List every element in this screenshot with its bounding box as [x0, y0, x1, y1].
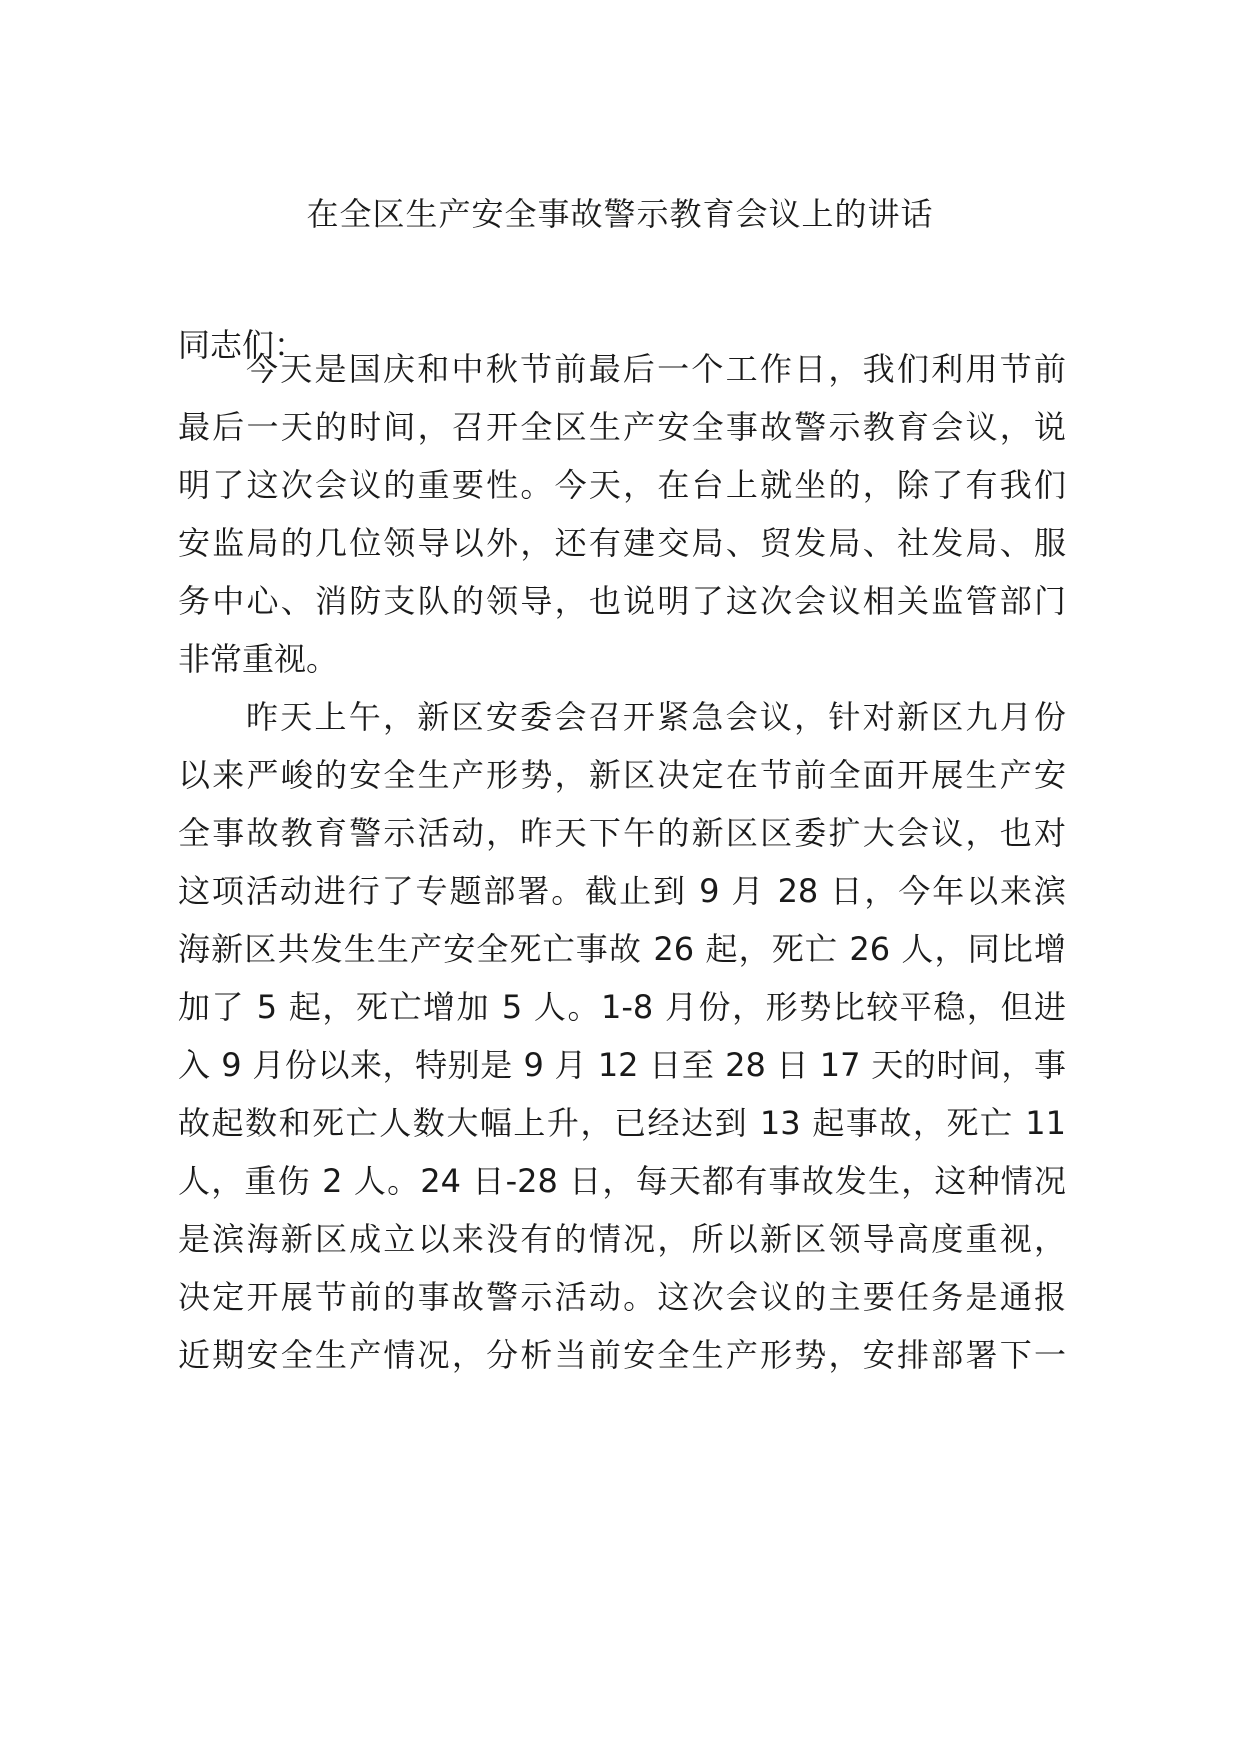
paragraph-line: 最后一天的时间，召开全区生产安全事故警示教育会议，说 [178, 408, 1066, 446]
paragraph-line: 全事故教育警示活动，昨天下午的新区区委扩大会议，也对 [178, 814, 1066, 852]
paragraph-line: 决定开展节前的事故警示活动。这次会议的主要任务是通报 [178, 1278, 1066, 1316]
paragraph-line: 近期安全生产情况，分析当前安全生产形势，安排部署下一 [178, 1336, 1066, 1374]
paragraph-line: 务中心、消防支队的领导，也说明了这次会议相关监管部门 [178, 582, 1066, 620]
paragraph-line: 以来严峻的安全生产形势，新区决定在节前全面开展生产安 [178, 756, 1066, 794]
paragraph-line: 海新区共发生生产安全死亡事故 26 起，死亡 26 人，同比增 [178, 930, 1066, 968]
paragraph-line: 这项活动进行了专题部署。截止到 9 月 28 日，今年以来滨 [178, 872, 1066, 910]
paragraph-line: 明了这次会议的重要性。今天，在台上就坐的，除了有我们 [178, 466, 1066, 504]
paragraph-line: 人，重伤 2 人。24 日-28 日，每天都有事故发生，这种情况 [178, 1162, 1066, 1200]
document-title: 在全区生产安全事故警示教育会议上的讲话 [306, 195, 934, 233]
paragraph-line: 加了 5 起，死亡增加 5 人。1-8 月份，形势比较平稳，但进 [178, 988, 1066, 1026]
paragraph-line: 故起数和死亡人数大幅上升，已经达到 13 起事故，死亡 11 [178, 1104, 1066, 1142]
paragraph-line: 入 9 月份以来，特别是 9 月 12 日至 28 日 17 天的时间，事 [178, 1046, 1066, 1084]
salutation: 同志们： [178, 326, 307, 364]
paragraph-line: 非常重视。 [178, 640, 339, 678]
paragraph-line: 昨天上午，新区安委会召开紧急会议，针对新区九月份 [246, 698, 1066, 736]
paragraph-line: 今天是国庆和中秋节前最后一个工作日，我们利用节前 [246, 350, 1066, 388]
paragraph-line: 安监局的几位领导以外，还有建交局、贸发局、社发局、服 [178, 524, 1066, 562]
paragraph-line: 是滨海新区成立以来没有的情况，所以新区领导高度重视， [178, 1220, 1066, 1258]
